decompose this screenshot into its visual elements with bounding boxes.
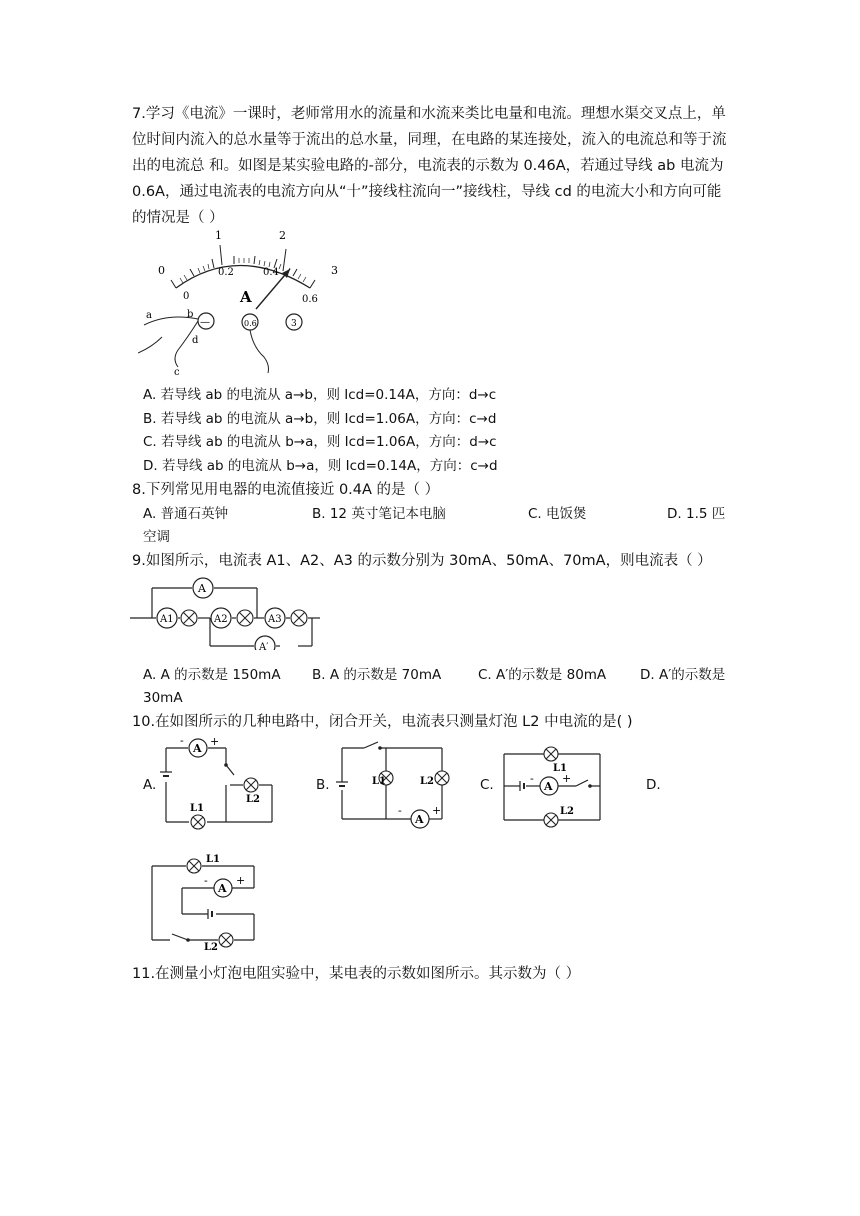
question-11-stem: 11.在测量小灯泡电阻实验中，某电表的示数如图所示。其示数为（ ） [132,966,581,982]
svg-text:A: A [544,780,553,793]
q10-circuit-a [160,738,278,832]
dial-top-label: 0 [158,264,165,277]
dial-bottom-label: 0 [183,291,190,302]
ammeter-dial-figure [138,225,348,375]
q9-circuit-figure [130,574,330,650]
meter-unit: A [240,288,252,306]
svg-text:L2: L2 [246,794,260,805]
q7-option-d[interactable]: D. 若导线 ab 的电流从 b→a，则 Icd=0.14A，方向：c→d [143,458,498,474]
question-10-stem: 10.在如图所示的几种电路中，闭合开关，电流表只测量灯泡 L2 中电流的是( ) [132,714,633,730]
q8-option-a[interactable]: A. 普通石英钟 [143,506,229,522]
q10-circuit-c [492,738,616,834]
q8-option-c[interactable]: C. 电饭煲 [528,506,587,522]
lamp-icon [237,610,253,626]
q7-option-c[interactable]: C. 若导线 ab 的电流从 b→a，则 Icd=1.06A，方向：d→c [143,434,497,450]
svg-text:L1: L1 [190,803,204,814]
lamp-l2-icon [544,813,558,827]
svg-text:+: + [210,738,220,748]
lamp-l2-icon [435,771,449,785]
lamp-icon [291,610,307,626]
svg-text:L1: L1 [553,763,567,774]
svg-text:A: A [415,813,424,826]
q8-option-d[interactable]: D. 1.5 匹 [667,506,726,522]
dial-top-label: 1 [215,229,222,242]
wire-label-a: a [146,310,152,321]
lamp-l1-icon [187,859,201,873]
svg-text:A2: A2 [214,614,228,625]
q8-option-b[interactable]: B. 12 英寸笔记本电脑 [312,506,446,522]
svg-text:-: - [204,874,208,887]
q10-circuit-b [334,738,454,830]
svg-text:L2: L2 [204,942,218,953]
svg-text:A′: A′ [259,642,269,650]
q10-option-d-label[interactable]: D. [646,777,661,793]
question-8-stem: 8.下列常见用电器的电流值接近 0.4A 的是（ ） [132,482,440,498]
svg-text:L1: L1 [206,854,220,865]
svg-text:+: + [432,804,442,817]
wire-label-d: d [192,335,199,346]
q9-option-d[interactable]: D. A′的示数是 [640,667,726,683]
svg-text:A: A [198,582,206,595]
svg-text:A: A [218,882,227,895]
q10-option-b-label[interactable]: B. [316,777,330,793]
wire-label-c: c [174,367,180,375]
lamp-l2-icon [219,933,233,947]
svg-text:A3: A3 [268,614,282,625]
question-9-stem: 9.如图所示，电流表 A1、A2、A3 的示数分别为 30mA、50mA、70mA，则电流表（ ） [132,553,712,569]
q10-option-c-label[interactable]: C. [480,777,494,793]
svg-text:L2: L2 [560,806,574,817]
lamp-l1-icon [191,815,205,829]
dial-top-label: 2 [279,229,286,242]
svg-text:-: - [530,772,534,785]
q9-option-d-cont: 30mA [143,690,183,706]
svg-text:A1: A1 [160,614,174,625]
dial-bottom-label: 0.6 [302,294,318,305]
svg-text:L2: L2 [420,776,434,787]
q9-option-b[interactable]: B. A 的示数是 70mA [312,667,442,683]
lamp-l1-icon [544,747,558,761]
svg-text:—: — [200,317,210,328]
svg-text:+: + [562,772,572,785]
q7-option-b[interactable]: B. 若导线 ab 的电流从 a→b，则 Icd=1.06A，方向：c→d [143,411,497,427]
svg-text:L1: L1 [372,776,386,787]
q8-option-d-cont: 空调 [143,529,170,545]
svg-text:-: - [180,738,184,747]
q9-option-c[interactable]: C. A′的示数是 80mA [478,667,607,683]
svg-text:-: - [398,804,402,817]
svg-text:A: A [193,742,202,755]
q7-option-a[interactable]: A. 若导线 ab 的电流从 a→b，则 Icd=0.14A，方向：d→c [143,387,497,403]
dial-top-label: 3 [331,264,338,277]
question-7-stem: 7.学习《电流》一课时，老师常用水的流量和水流来类比电量和电流。理想水渠交叉点上，单位时间内流入的总水量等于流出的总水量，同理，在电路的某连接处，流入的电流总和等于流出的电流总 和。如图是某实验电路的-部分，电流表的示数为 0.46A，若通过导线 ab 电流为 0.6A，通过电流表的电流方向从“十”接线柱流向一”接线柱，导线 cd 的电流大小和方向可能的情况是（ ） [132,106,727,226]
q9-option-a[interactable]: A. A 的示数是 150mA [143,667,281,683]
lamp-icon [181,610,197,626]
svg-text:+: + [236,874,246,887]
dial-bottom-label: 0.2 [218,267,234,278]
dial-bottom-label: 0.4 [263,267,279,278]
lamp-l2-icon [244,778,258,792]
svg-text:3: 3 [291,319,297,329]
q10-circuit-d [146,852,266,954]
q10-option-a-label[interactable]: A. [143,777,157,793]
svg-text:0.6: 0.6 [244,319,257,328]
wire-label-b: b [187,309,194,320]
